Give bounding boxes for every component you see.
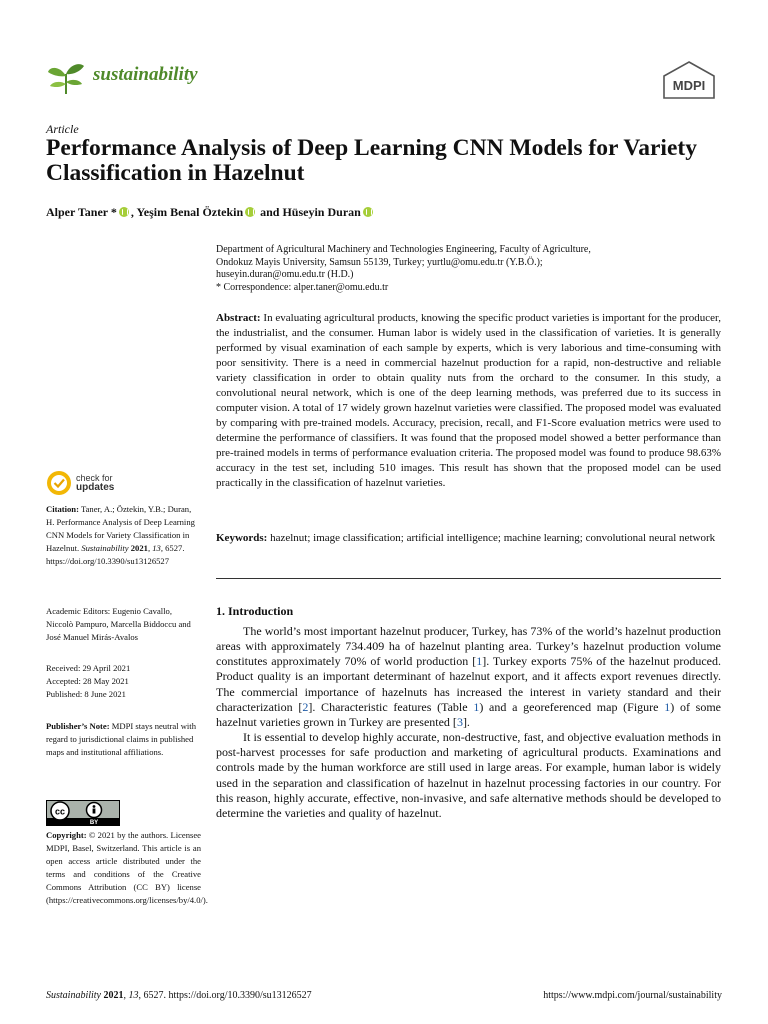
abstract bbox=[216, 311, 721, 491]
author-name[interactable]: , Yeşim Benal Öztekin bbox=[130, 205, 244, 219]
section-divider bbox=[216, 578, 721, 579]
affiliation-line: Department of Agricultural Machinery and Technologies Engineering, Faculty of Agriculture, bbox=[216, 244, 591, 255]
check-for-updates[interactable]: check for updates bbox=[76, 473, 115, 493]
section-heading: 1. Introduction bbox=[216, 604, 294, 618]
published-date: Published: 8 June 2021 bbox=[46, 689, 126, 699]
reference-link[interactable]: 3 bbox=[456, 714, 463, 729]
svg-text:BY: BY bbox=[89, 820, 99, 826]
correspondence: * Correspondence: alper.taner@omu.edu.tr bbox=[216, 281, 389, 293]
leaf-plant-icon bbox=[46, 60, 86, 96]
mdpi-logo bbox=[658, 60, 720, 100]
affiliation-line: huseyin.duran@omu.edu.tr (H.D.) bbox=[216, 269, 354, 281]
copyright-notice: Copyright: © 2021 by the authors. Licensee MDPI, Basel, Switzerland. This article is an open access article distributed under the terms and conditions of the Creative Commons Attribution (CC BY) license (https://creativecommons.org/licenses/by/4.0/). bbox=[46, 830, 208, 905]
keywords-text: hazelnut; image classification; artificial intelligence; machine learning; convolutional neural network bbox=[267, 532, 716, 544]
cc-by-license-icon[interactable] bbox=[46, 800, 120, 826]
paragraph: The world’s most important hazelnut producer, Turkey, has 73% of the world’s hazelnut production areas with approximately 734.409 ha of hazelnut planting area. Turkey’s hazelnut production volume constitutes approximately 70% of world production [1]. Turkey exports 75% of the hazelnut produced. Product quality is an important determinant of hazelnut export, and it affects export revenues directly. The commercial importance of hazelnuts has increased the interest in variety standard and their characterization [2]. Characteristic features (Table 1) and a georeferenced map (Figure 1) of some hazelnut varieties grown in Turkey are presented [3]. bbox=[216, 624, 722, 729]
publisher-note: Publisher’s Note: MDPI stays neutral with regard to jurisdictional claims in published maps and institutional affiliations. bbox=[46, 721, 196, 757]
orcid-icon[interactable] bbox=[363, 207, 373, 217]
authors bbox=[46, 205, 375, 220]
publication-dates bbox=[46, 662, 201, 701]
journal-name: sustainability bbox=[93, 64, 198, 85]
table-link[interactable]: 1 bbox=[473, 699, 480, 714]
reference-link[interactable]: 2 bbox=[302, 699, 309, 714]
article-type: Article bbox=[46, 122, 79, 136]
abstract-text: In evaluating agricultural products, knowing the specific product varieties is important for the producer, the industrialist, and the consumer. Human labor is widely used in the classification of varieties. It is generally performed by visual examination of each sample by experts, which is very laborious and time-consuming with poor sensitivity. There is a need in commercial hazelnut production for a rapid, non-destructive and reliable variety classification in order to obtain quality nuts from the orchard to the consumer. In this study, a convolutional neural network, which is one of the deep learning methods, was preferred due to its success in computer vision. A total of 17 widely grown hazelnut varieties were classified. The proposed model was evaluated by comparing with pre-trained models. Accuracy, precision, recall, and F1-Score evaluation metrics were used to determine the performance of classifiers. It was found that the proposed model showed a better performance than pre-trained models in terms of performance evaluation criteria. The proposed model was found to produce 98.63% accuracy in the test set, including 510 images. This result has shown that the proposed model can be used practically in the classification of hazelnut varieties. bbox=[216, 312, 721, 489]
affiliation-line: Ondokuz Mayis University, Samsun 55139, Turkey; yurtlu@omu.edu.tr (Y.B.Ö.); bbox=[216, 256, 543, 268]
citation: Citation: Taner, A.; Öztekin, Y.B.; Duran, H. Performance Analysis of Deep Learning CNN Models for Variety Classification in Hazelnut. Sustainability 2021, 13, 6527. https://doi.org/10.3390/su13126527 bbox=[46, 504, 195, 566]
check-for-updates-icon[interactable] bbox=[46, 470, 72, 496]
journal-url-link[interactable]: https://www.mdpi.com/journal/sustainability bbox=[543, 990, 722, 1001]
author-name[interactable]: Alper Taner * bbox=[46, 205, 117, 219]
footer-citation: Sustainability 2021, 13, 6527. https://doi.org/10.3390/su13126527 bbox=[46, 990, 312, 1001]
reference-link[interactable]: 1 bbox=[476, 654, 483, 669]
affiliation bbox=[216, 244, 716, 294]
keywords-label: Keywords: bbox=[216, 532, 268, 544]
paper-title: Performance Analysis of Deep Learning CNN Models for Variety Classification in Hazelnut bbox=[46, 135, 697, 186]
received-date: Received: 29 April 2021 bbox=[46, 663, 131, 673]
orcid-icon[interactable] bbox=[119, 207, 129, 217]
svg-text:cc: cc bbox=[54, 806, 66, 817]
publisher-name: MDPI bbox=[672, 78, 706, 93]
figure-link[interactable]: 1 bbox=[664, 699, 671, 714]
accepted-date: Accepted: 28 May 2021 bbox=[46, 676, 129, 686]
abstract-label: Abstract: bbox=[216, 312, 261, 324]
orcid-icon[interactable] bbox=[245, 207, 255, 217]
keywords bbox=[216, 531, 721, 546]
author-name[interactable]: and Hüseyin Duran bbox=[257, 205, 361, 219]
paragraph: It is essential to develop highly accurate, non-destructive, fast, and objective evaluation methods in post-harvest processes for safe production and marketing of agricultural products. Examinations and controls made by the human workforce are still used in large areas. For example, human labor is widely used in the separation and classification of hazelnut in hazelnut processing factories in our country. For this reason, highly accurate, effective, non-invasive, and safe alternative methods should be developed to determine the varieties and quality of hazelnut. bbox=[216, 730, 721, 820]
academic-editors: Academic Editors: Eugenio Cavallo, Niccolò Pampuro, Marcella Biddoccu and José Manuel Mirás-Avalos bbox=[46, 606, 191, 642]
introduction-body bbox=[216, 624, 721, 821]
